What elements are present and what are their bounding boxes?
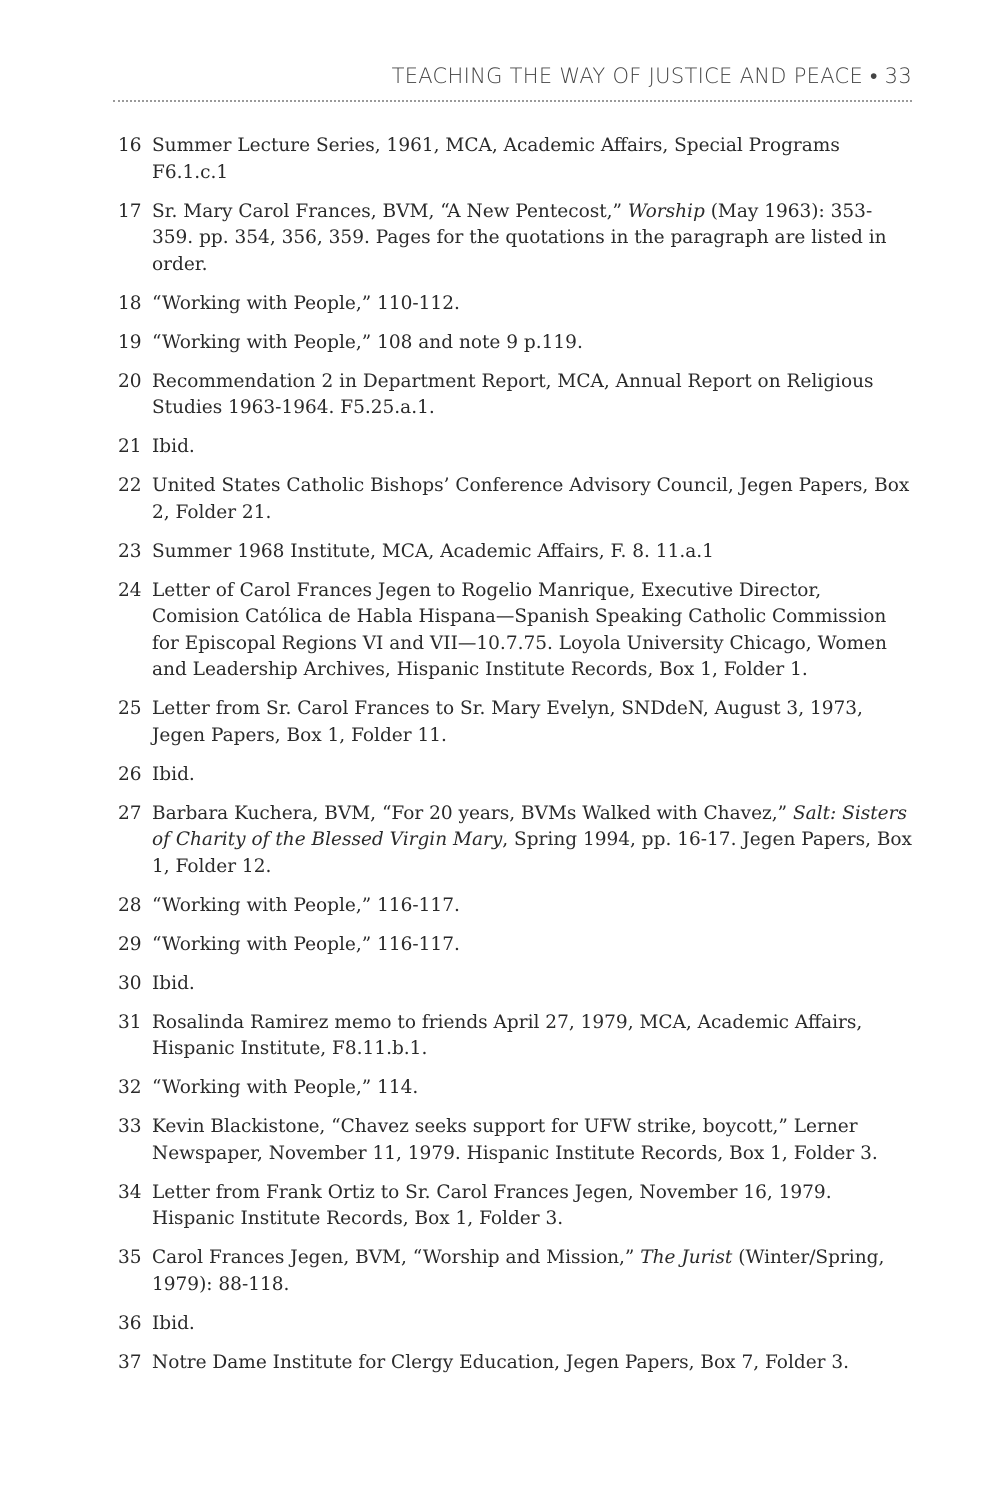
endnote-text: [152, 801, 918, 881]
endnote-30: [118, 971, 918, 998]
endnote-29: [118, 932, 918, 959]
text-segment: Summer Lecture Series, 1961, MCA, Academic Affairs, Special Programs F6.1.c.1: [152, 135, 840, 183]
endnote-text: [152, 473, 918, 526]
endnote-16: [118, 133, 918, 186]
endnote-number: 31: [118, 1011, 142, 1033]
text-segment: Kevin Blackistone, “Chavez seeks support for UFW strike, boycott,” Lerner Newspaper, November 11, 1979. Hispanic Institute Records, Box 1, Folder 3.: [152, 1116, 878, 1164]
endnote-text: [152, 369, 918, 422]
endnote-22: [118, 473, 918, 526]
text-segment: Recommendation 2 in Department Report, MCA, Annual Report on Religious Studies 1963-1964. F5.25.a.1.: [152, 370, 874, 418]
endnote-text: [152, 971, 918, 998]
endnote-text: [152, 762, 918, 789]
header-dotted-rule: [113, 100, 912, 102]
endnote-number: 24: [118, 579, 142, 601]
endnote-34: [118, 1180, 918, 1233]
endnote-number: 33: [118, 1116, 142, 1137]
text-segment: Summer 1968 Institute, MCA, Academic Affairs, F. 8. 11.a.1: [152, 540, 714, 562]
text-segment: Sr. Mary Carol Frances, BVM, “A New Pentecost,”: [152, 200, 628, 222]
endnote-text: [152, 133, 918, 186]
endnote-33: [118, 1114, 918, 1167]
endnote-35: [118, 1245, 918, 1298]
endnote-21: [118, 434, 918, 461]
endnote-number: 32: [118, 1077, 142, 1098]
text-segment: “Working with People,” 110-112.: [152, 292, 460, 314]
italic-title: The Jurist: [640, 1247, 733, 1268]
text-segment: “Working with People,” 108 and note 9 p.119.: [152, 331, 583, 353]
endnote-text: [152, 1311, 918, 1338]
endnote-text: [152, 199, 918, 279]
endnote-text: [152, 1114, 918, 1167]
endnote-number: 28: [118, 894, 142, 916]
endnote-32: [118, 1075, 918, 1102]
endnote-number: 34: [118, 1181, 142, 1203]
endnote-18: [118, 291, 918, 318]
text-segment: Notre Dame Institute for Clergy Education, Jegen Papers, Box 7, Folder 3.: [152, 1351, 850, 1373]
endnote-number: 30: [118, 972, 142, 994]
endnote-text: [152, 330, 918, 357]
text-segment: Ibid.: [152, 1312, 195, 1334]
endnote-number: 37: [118, 1351, 142, 1373]
endnote-number: 22: [118, 475, 142, 496]
endnote-number: 19: [118, 331, 142, 353]
endnote-text: [152, 1075, 918, 1102]
endnote-text: [152, 893, 918, 920]
endnote-text: [152, 539, 918, 566]
text-segment: Ibid.: [152, 436, 195, 457]
endnote-text: [152, 1180, 918, 1233]
text-segment: Carol Frances Jegen, BVM, “Worship and Mission,”: [152, 1247, 641, 1268]
text-segment: Barbara Kuchera, BVM, “For 20 years, BVMs Walked with Chavez,”: [152, 802, 793, 824]
endnote-number: 25: [118, 698, 142, 719]
endnote-text: [152, 932, 918, 959]
endnote-25: [118, 696, 918, 749]
endnote-number: 27: [118, 802, 142, 824]
text-segment: Letter of Carol Frances Jegen to Rogelio Manrique, Executive Director, Comision Católica de Habla Hispana—Spanish Speaking Catholic Commission for Episcopal Regions VI and VII—10.7.75. Loyola University Chicago, Women and Leadership Archives, Hispanic Institute Records, Box 1, Folder 1.: [152, 579, 887, 680]
endnote-31: [118, 1010, 918, 1063]
endnote-28: [118, 893, 918, 920]
text-segment: “Working with People,” 114.: [152, 1077, 419, 1098]
text-segment: Rosalinda Ramirez memo to friends April 27, 1979, MCA, Academic Affairs, Hispanic Institute, F8.11.b.1.: [152, 1011, 863, 1059]
endnote-17: [118, 199, 918, 279]
text-segment: Letter from Sr. Carol Frances to Sr. Mary Evelyn, SNDdeN, August 3, 1973, Jegen Papers, Box 1, Folder 11.: [152, 698, 863, 746]
endnote-23: [118, 539, 918, 566]
running-head: TEACHING THE WAY OF JUSTICE AND PEACE • 33: [391, 64, 912, 88]
text-segment: “Working with People,” 116-117.: [152, 933, 460, 955]
endnote-27: [118, 801, 918, 881]
endnote-number: 29: [118, 933, 142, 955]
endnote-number: 18: [118, 292, 142, 314]
endnote-number: 36: [118, 1312, 142, 1334]
text-segment: Ibid.: [152, 972, 195, 994]
text-segment: United States Catholic Bishops’ Conference Advisory Council, Jegen Papers, Box 2, Folder 21.: [152, 475, 910, 523]
endnote-24: [118, 578, 918, 684]
text-segment: , Spring 1994, pp. 16-17. Jegen Papers, Box 1, Folder 12.: [152, 829, 912, 877]
endnote-number: 17: [118, 200, 142, 222]
endnote-text: [152, 578, 918, 684]
endnote-20: [118, 369, 918, 422]
endnotes-list: [118, 133, 918, 1389]
italic-title: Worship: [627, 200, 705, 222]
endnote-37: [118, 1350, 918, 1377]
endnote-26: [118, 762, 918, 789]
endnote-text: [152, 1350, 918, 1377]
endnote-text: [152, 696, 918, 749]
text-segment: Ibid.: [152, 763, 195, 785]
endnote-text: [152, 434, 918, 461]
endnote-text: [152, 1010, 918, 1063]
endnote-number: 21: [118, 436, 142, 457]
endnote-number: 23: [118, 540, 142, 562]
endnote-number: 26: [118, 763, 142, 785]
text-segment: “Working with People,” 116-117.: [152, 894, 460, 916]
text-segment: Letter from Frank Ortiz to Sr. Carol Frances Jegen, November 16, 1979. Hispanic Institute Records, Box 1, Folder 3.: [152, 1181, 832, 1229]
endnote-number: 35: [118, 1247, 142, 1268]
endnote-text: [152, 1245, 918, 1298]
text-segment: (May 1963): 353-359. pp. 354, 356, 359. Pages for the quotations in the paragraph are listed in order.: [152, 200, 887, 275]
italic-title: Salt: Sisters of Charity of the Blessed Virgin Mary: [152, 802, 907, 850]
endnote-number: 20: [118, 370, 142, 392]
text-segment: (Winter/Spring, 1979): 88-118.: [152, 1247, 885, 1295]
endnote-number: 16: [118, 135, 142, 156]
endnote-text: [152, 291, 918, 318]
endnote-19: [118, 330, 918, 357]
endnote-36: [118, 1311, 918, 1338]
